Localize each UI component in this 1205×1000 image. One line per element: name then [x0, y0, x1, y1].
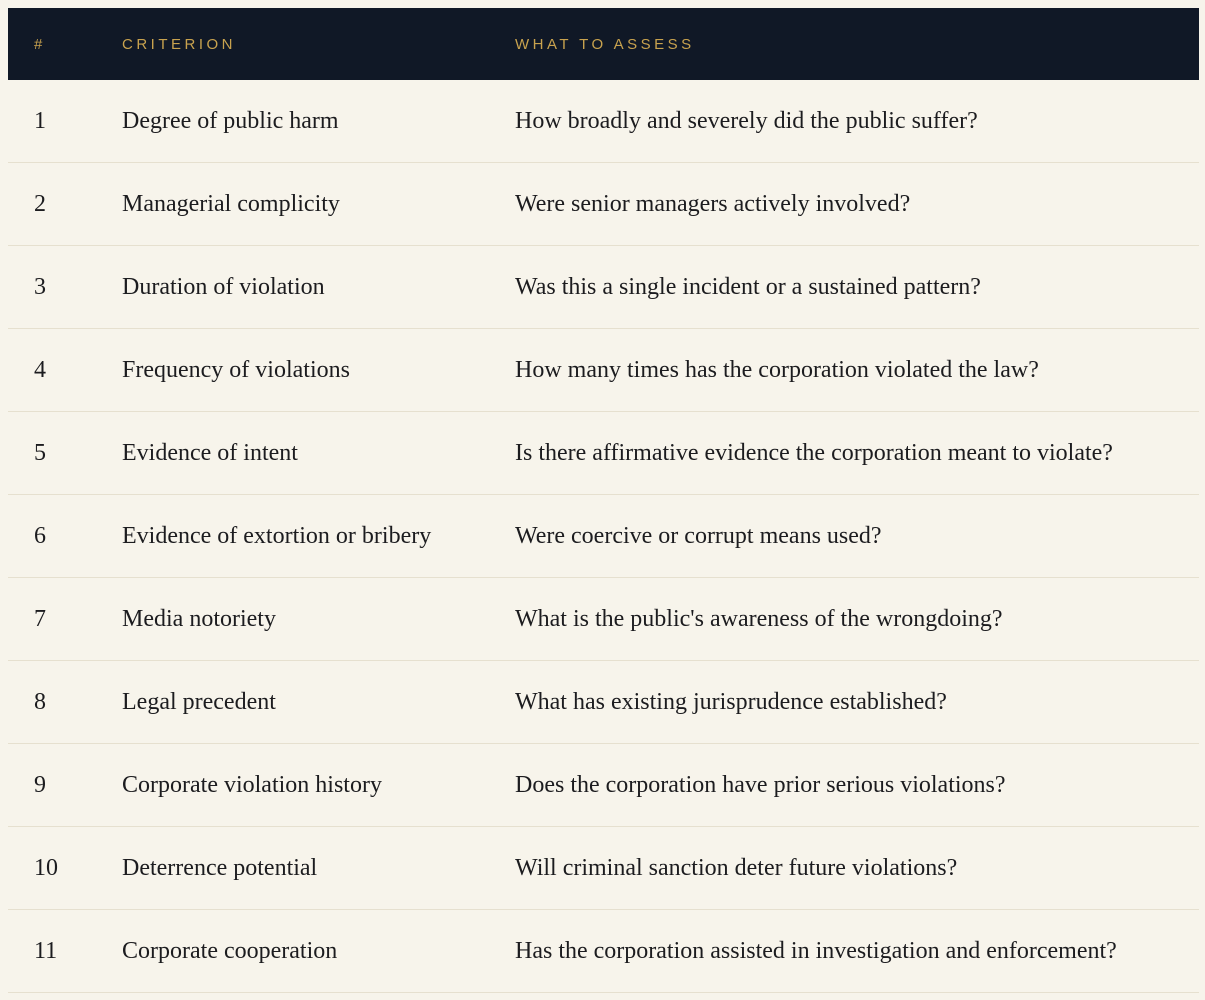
row-assessment: Has the corporation assisted in investigation and enforcement?	[515, 937, 1117, 964]
row-criterion: Evidence of extortion or bribery	[122, 522, 432, 549]
row-criterion: Degree of public harm	[122, 107, 339, 134]
row-assessment: Will criminal sanction deter future violations?	[515, 854, 958, 881]
row-criterion: Managerial complicity	[122, 190, 340, 217]
row-number: 3	[34, 273, 46, 300]
table-row	[8, 163, 1199, 246]
row-number: 11	[34, 937, 58, 964]
row-assessment: What is the public's awareness of the wrongdoing?	[515, 605, 1003, 632]
row-criterion: Duration of violation	[122, 273, 325, 300]
table-row	[8, 910, 1199, 993]
row-criterion: Deterrence potential	[122, 854, 318, 881]
row-number: 5	[34, 439, 46, 466]
row-criterion: Legal precedent	[122, 688, 276, 715]
table-row	[8, 80, 1199, 163]
header-number: #	[34, 35, 46, 53]
row-assessment: Is there affirmative evidence the corporation meant to violate?	[515, 439, 1113, 466]
row-number: 4	[34, 356, 46, 383]
row-assessment: How many times has the corporation violated the law?	[515, 356, 1039, 383]
row-criterion: Media notoriety	[122, 605, 276, 632]
row-criterion: Corporate cooperation	[122, 937, 338, 964]
header-criterion: CRITERION	[122, 35, 236, 53]
row-number: 7	[34, 605, 46, 632]
row-number: 6	[34, 522, 46, 549]
table-row	[8, 578, 1199, 661]
row-assessment: What has existing jurisprudence established?	[515, 688, 947, 715]
table-row	[8, 661, 1199, 744]
table-header	[8, 8, 1199, 80]
table-row	[8, 412, 1199, 495]
row-number: 1	[34, 107, 46, 134]
table-row	[8, 495, 1199, 578]
row-assessment: Was this a single incident or a sustained pattern?	[515, 273, 981, 300]
table-row	[8, 246, 1199, 329]
header-what-to-assess: WHAT TO ASSESS	[515, 35, 695, 53]
table-row	[8, 329, 1199, 412]
row-criterion: Corporate violation history	[122, 771, 382, 798]
row-number: 2	[34, 190, 46, 217]
row-assessment: Were senior managers actively involved?	[515, 190, 911, 217]
criteria-table	[8, 8, 1199, 993]
row-number: 10	[34, 854, 58, 881]
table-row	[8, 744, 1199, 827]
row-criterion: Evidence of intent	[122, 439, 298, 466]
row-number: 9	[34, 771, 46, 798]
row-number: 8	[34, 688, 46, 715]
table-row	[8, 827, 1199, 910]
row-assessment: How broadly and severely did the public suffer?	[515, 107, 978, 134]
row-assessment: Does the corporation have prior serious violations?	[515, 771, 1006, 798]
row-assessment: Were coercive or corrupt means used?	[515, 522, 882, 549]
row-criterion: Frequency of violations	[122, 356, 350, 383]
